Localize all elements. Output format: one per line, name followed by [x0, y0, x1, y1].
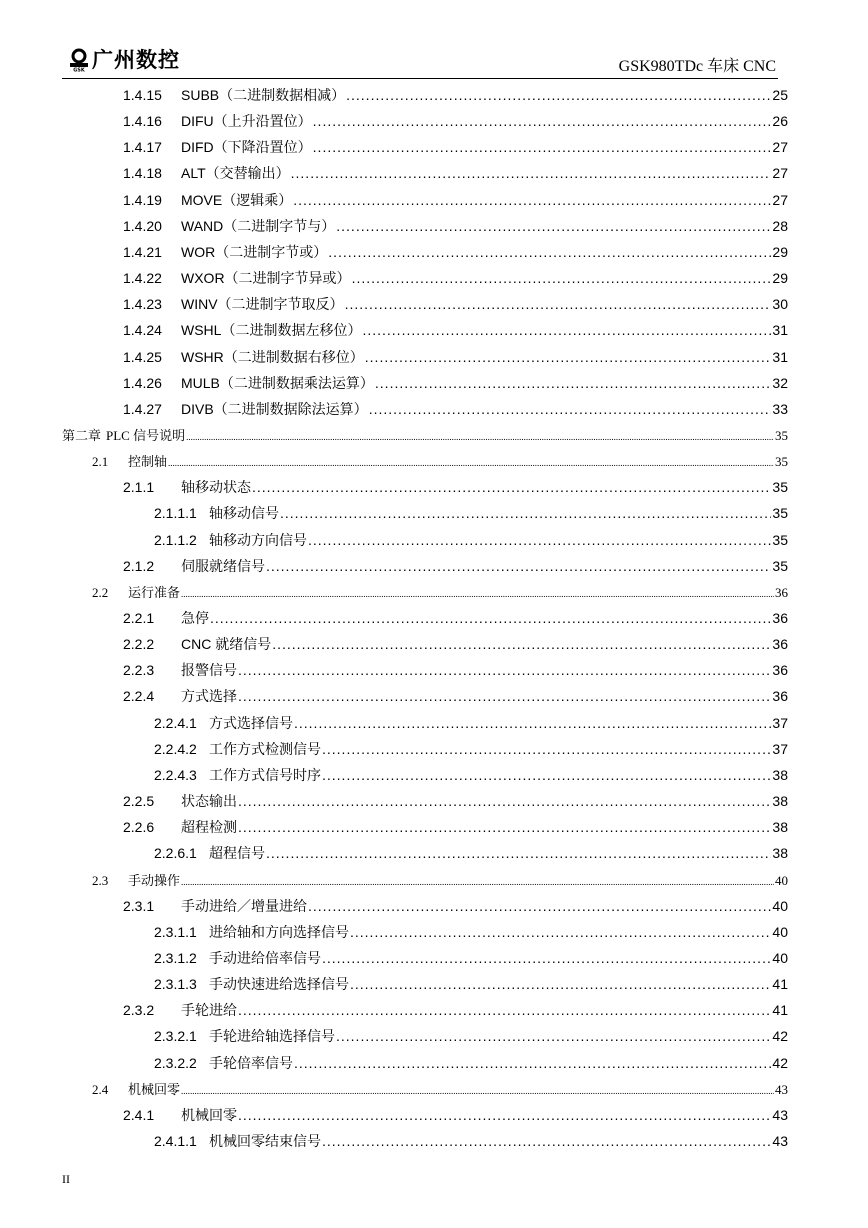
toc-entry[interactable]: [123, 242, 788, 262]
toc-entry-page: 40: [772, 897, 788, 914]
toc-entry-number: 2.3.1: [123, 897, 155, 914]
toc-entry-title: WSHR（二进制数据右移位）: [181, 348, 364, 365]
toc-entry-title: 手动进给倍率信号: [209, 949, 321, 966]
toc-entry-title: 报警信号: [181, 662, 237, 679]
toc-entry-number: 2.2.6.1: [154, 845, 197, 862]
toc-dot-leader: [362, 322, 771, 338]
toc-entry-number: 1.4.27: [123, 400, 162, 417]
toc-dot-leader: [336, 218, 771, 234]
toc-entry-page: 37: [772, 714, 788, 731]
toc-entry[interactable]: [123, 660, 788, 680]
toc-entry[interactable]: [154, 713, 788, 733]
toc-entry-number: 2.2.4.1: [154, 714, 197, 731]
toc-entry-title: 工作方式信号时序: [209, 766, 321, 783]
toc-entry-page: 36: [772, 662, 788, 679]
toc-entry-number: 2.2: [92, 584, 109, 600]
toc-entry[interactable]: [154, 1053, 788, 1073]
toc-entry[interactable]: [154, 1026, 788, 1046]
toc-entry-page: 43: [772, 1133, 788, 1149]
toc-dot-leader: [346, 87, 771, 103]
page-header: [62, 44, 778, 79]
toc-dot-leader: [181, 1082, 774, 1098]
toc-dot-leader: [266, 845, 771, 861]
toc-entry-page: 27: [772, 139, 788, 156]
toc-entry-title: 超程检测: [181, 819, 237, 836]
toc-entry-number: 2.4: [92, 1081, 109, 1097]
toc-entry-page: 35: [775, 427, 788, 443]
toc-entry-title: 急停: [181, 610, 209, 626]
toc-entry-title: 手轮进给轴选择信号: [209, 1028, 335, 1045]
toc-entry-number: 2.2.5: [123, 793, 155, 810]
toc-entry-page: 36: [772, 688, 788, 705]
toc-dot-leader: [369, 401, 772, 417]
logo-text: 广州数控: [92, 48, 180, 72]
toc-entry-page: 35: [772, 505, 788, 522]
toc-dot-leader: [345, 296, 772, 312]
toc-entry-page: 35: [772, 531, 788, 548]
toc-entry-number: 1.4.17: [123, 139, 162, 156]
toc-dot-leader: [186, 428, 774, 444]
toc-entry-number: 1.4.21: [123, 243, 162, 260]
toc-dot-leader: [181, 873, 774, 889]
toc-entry[interactable]: [123, 634, 788, 654]
toc-dot-leader: [322, 767, 771, 783]
toc-entry-title: SUBB（二进制数据相减）: [181, 87, 346, 103]
toc-entry-number: 2.2.4.3: [154, 766, 197, 783]
toc-dot-leader: [308, 898, 771, 914]
toc-entry-page: 36: [775, 584, 788, 600]
toc-dot-leader: [365, 349, 772, 365]
toc-entry-title: PLC 信号说明: [106, 427, 186, 443]
toc-entry-page: 37: [772, 740, 788, 757]
toc-entry-title: 状态输出: [181, 793, 237, 810]
toc-entry-number: 2.1.1.2: [154, 531, 197, 548]
toc-entry-number: 2.3.1.1: [154, 923, 197, 940]
toc-entry-page: 35: [772, 557, 788, 574]
toc-entry[interactable]: [123, 294, 788, 314]
toc-dot-leader: [238, 1107, 771, 1123]
toc-dot-leader: [350, 924, 771, 940]
toc-entry-page: 38: [772, 766, 788, 783]
toc-entry[interactable]: [154, 843, 788, 863]
toc-dot-leader: [272, 636, 771, 652]
toc-entry-number: 2.4.1.1: [154, 1133, 197, 1149]
toc-dot-leader: [238, 1002, 771, 1018]
toc-entry[interactable]: [123, 608, 788, 628]
toc-entry-number: 1.4.15: [123, 87, 162, 103]
toc-entry[interactable]: [62, 425, 788, 444]
toc-dot-leader: [313, 113, 772, 129]
toc-dot-leader: [181, 585, 774, 601]
toc-entry-title: DIVB（二进制数据除法运算）: [181, 400, 368, 417]
toc-entry-title: 工作方式检测信号: [209, 740, 321, 757]
toc-entry-title: 手动快速进给选择信号: [209, 976, 349, 993]
toc-entry-number: 2.3.2: [123, 1002, 155, 1019]
toc-entry[interactable]: [123, 896, 788, 916]
toc-entry[interactable]: [92, 870, 788, 889]
toc-entry-title: 手动进给／增量进给: [181, 897, 307, 914]
toc-entry-page: 28: [772, 217, 788, 234]
svg-text:GSK: GSK: [73, 67, 85, 72]
toc-entry-page: 41: [772, 976, 788, 993]
toc-entry-title: 控制轴: [128, 454, 168, 470]
toc-entry-number: 1.4.18: [123, 165, 162, 182]
toc-entry-page: 38: [772, 819, 788, 836]
toc-dot-leader: [350, 976, 771, 992]
toc-entry-page: 36: [772, 636, 788, 653]
toc-entry-number: 2.1: [92, 454, 109, 470]
toc-dot-leader: [375, 375, 772, 391]
toc-entry-number: 1.4.19: [123, 191, 162, 208]
toc-entry-page: 36: [772, 610, 788, 626]
toc-entry-number: 1.4.25: [123, 348, 162, 365]
toc-entry-number: 2.2.4.2: [154, 740, 197, 757]
toc-entry-page: 27: [772, 165, 788, 182]
toc-entry-page: 38: [772, 793, 788, 810]
toc-entry-number: 2.1.2: [123, 557, 155, 574]
toc-entry-title: 手动操作: [128, 872, 181, 888]
toc-entry-title: 手轮倍率信号: [209, 1054, 293, 1071]
toc-dot-leader: [313, 139, 772, 155]
toc-entry-page: 35: [772, 479, 788, 496]
toc-entry-title: 轴移动信号: [209, 505, 279, 522]
toc-entry-title: ALT（交替输出）: [181, 165, 290, 182]
toc-entry[interactable]: [154, 530, 788, 550]
toc-entry-number: 2.2.3: [123, 662, 155, 679]
toc-entry-title: 机械回零: [128, 1081, 181, 1097]
toc-dot-leader: [322, 950, 771, 966]
toc-entry-page: 42: [772, 1028, 788, 1045]
toc-entry-title: WAND（二进制字节与）: [181, 217, 336, 234]
toc-dot-leader: [266, 558, 771, 574]
toc-entry-title: WINV（二进制字节取反）: [181, 296, 344, 313]
toc-entry-page: 26: [772, 113, 788, 130]
toc-entry[interactable]: [154, 948, 788, 968]
toc-dot-leader: [322, 741, 771, 757]
toc-entry[interactable]: [92, 1079, 788, 1098]
toc-entry[interactable]: [92, 582, 788, 601]
toc-entry[interactable]: [123, 137, 788, 157]
toc-entry[interactable]: [154, 739, 788, 759]
toc-dot-leader: [252, 479, 771, 495]
toc-entry-page: 42: [772, 1054, 788, 1071]
toc-entry-title: 手轮进给: [181, 1002, 237, 1019]
toc-dot-leader: [238, 662, 771, 678]
toc-dot-leader: [238, 793, 771, 809]
toc-entry[interactable]: [123, 686, 788, 706]
toc-entry-title: WXOR（二进制字节异或）: [181, 270, 351, 287]
toc-entry-number: 2.3.1.3: [154, 976, 197, 993]
toc-entry[interactable]: [123, 791, 788, 811]
toc-entry[interactable]: [92, 451, 788, 470]
toc-entry-number: 2.2.6: [123, 819, 155, 836]
toc-dot-leader: [294, 1055, 771, 1071]
toc-entry-number: 2.1.1: [123, 479, 155, 496]
toc-dot-leader: [336, 1028, 771, 1044]
toc-entry-title: 方式选择信号: [209, 714, 293, 731]
document-title: GSK980TDc 车床 CNC: [618, 58, 776, 75]
toc-entry-page: 32: [772, 374, 788, 391]
toc-entry-number: 2.1.1.1: [154, 505, 197, 522]
toc-dot-leader: [238, 819, 771, 835]
toc-entry-page: 40: [772, 949, 788, 966]
toc-dot-leader: [328, 244, 771, 260]
toc-entry[interactable]: [123, 373, 788, 393]
toc-entry[interactable]: [123, 268, 788, 288]
toc-entry-number: 1.4.22: [123, 270, 162, 287]
toc-entry-title: CNC 就绪信号: [181, 636, 272, 653]
toc-dot-leader: [294, 715, 771, 731]
toc-entry[interactable]: [123, 1000, 788, 1020]
toc-entry-number: 2.2.4: [123, 688, 155, 705]
toc-entry-title: 方式选择: [181, 688, 237, 705]
toc-dot-leader: [293, 192, 771, 208]
toc-entry-page: 33: [772, 400, 788, 417]
toc-entry-title: MOVE（逻辑乘）: [181, 191, 293, 208]
toc-entry-page: 43: [772, 1106, 788, 1123]
toc-entry-page: 38: [772, 845, 788, 862]
toc-dot-leader: [168, 454, 774, 470]
toc-entry-number: 2.3.2.2: [154, 1054, 197, 1071]
toc-entry-number: 2.3.2.1: [154, 1028, 197, 1045]
toc-entry-title: 机械回零结束信号: [209, 1133, 321, 1149]
toc-dot-leader: [210, 610, 771, 626]
toc-entry-page: 30: [772, 296, 788, 313]
toc-dot-leader: [308, 532, 771, 548]
toc-entry-number: 第二章: [62, 427, 102, 443]
toc-entry[interactable]: [123, 477, 788, 497]
page-number: II: [62, 1172, 70, 1186]
toc-entry-number: 2.3.1.2: [154, 949, 197, 966]
toc-entry[interactable]: [154, 1131, 788, 1151]
toc-dot-leader: [238, 688, 771, 704]
toc-dot-leader: [291, 165, 772, 181]
toc-entry[interactable]: [123, 320, 788, 340]
toc-entry-number: 1.4.16: [123, 113, 162, 130]
toc-entry-title: 轴移动方向信号: [209, 531, 307, 548]
toc-dot-leader: [322, 1133, 771, 1149]
toc-entry-number: 1.4.24: [123, 322, 162, 339]
toc-entry[interactable]: [123, 190, 788, 210]
toc-entry-title: 运行准备: [128, 584, 181, 600]
toc-entry-page: 43: [775, 1081, 788, 1097]
toc-entry-page: 27: [772, 191, 788, 208]
toc-entry-title: 进给轴和方向选择信号: [209, 923, 349, 940]
toc-entry-title: 伺服就绪信号: [181, 557, 265, 574]
toc-entry-page: 35: [775, 454, 788, 470]
toc-entry-page: 29: [772, 243, 788, 260]
toc-entry-number: 1.4.23: [123, 296, 162, 313]
toc-entry-number: 2.2.1: [123, 610, 155, 626]
toc-entry-page: 31: [772, 348, 788, 365]
toc-entry-title: DIFU（上升沿置位）: [181, 113, 312, 130]
toc-entry-title: MULB（二进制数据乘法运算）: [181, 374, 374, 391]
toc-entry-number: 2.4.1: [123, 1106, 155, 1123]
gsk-logo: [68, 48, 180, 72]
toc-entry-number: 1.4.20: [123, 217, 162, 234]
toc-entry-title: 轴移动状态: [181, 479, 251, 496]
toc-entry[interactable]: [123, 556, 788, 576]
toc-entry[interactable]: [154, 922, 788, 942]
toc-dot-leader: [280, 505, 771, 521]
toc-entry[interactable]: [123, 347, 788, 367]
toc-entry-title: 超程信号: [209, 845, 265, 862]
toc-entry-title: WSHL（二进制数据左移位）: [181, 322, 362, 339]
toc-entry-title: 机械回零: [181, 1106, 237, 1123]
gsk-logo-icon: [68, 48, 90, 72]
toc-entry[interactable]: [123, 163, 788, 183]
toc-entry-number: 2.3: [92, 872, 109, 888]
toc-entry-page: 25: [772, 87, 788, 103]
toc-dot-leader: [352, 270, 772, 286]
toc-entry[interactable]: [123, 111, 788, 131]
toc-entry[interactable]: [123, 216, 788, 236]
toc-entry-page: 40: [775, 872, 788, 888]
toc-entry-number: 2.2.2: [123, 636, 155, 653]
toc-entry-page: 31: [772, 322, 788, 339]
toc-entry[interactable]: [154, 503, 788, 523]
toc-entry-page: 40: [772, 923, 788, 940]
toc-entry-title: WOR（二进制字节或）: [181, 243, 328, 260]
toc-entry-page: 41: [772, 1002, 788, 1019]
toc-entry-number: 1.4.26: [123, 374, 162, 391]
toc-entry[interactable]: [123, 399, 788, 419]
toc-entry-title: DIFD（下降沿置位）: [181, 139, 312, 156]
toc-entry-page: 29: [772, 270, 788, 287]
toc-entry[interactable]: [123, 1105, 788, 1125]
toc-entry[interactable]: [154, 765, 788, 785]
toc-entry[interactable]: [154, 974, 788, 994]
toc-entry[interactable]: [123, 817, 788, 837]
toc-entry[interactable]: [123, 85, 788, 105]
